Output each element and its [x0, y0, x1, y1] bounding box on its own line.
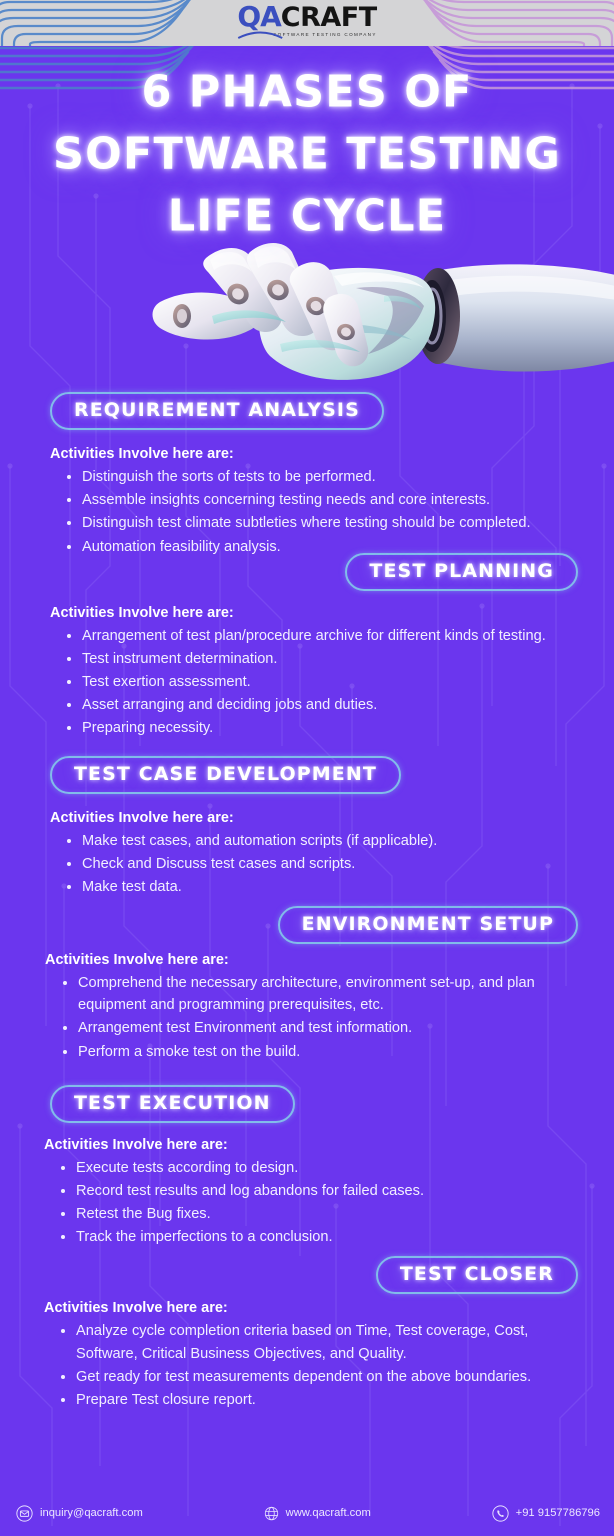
list-item: Analyze cycle completion criteria based on Time, Test coverage, Cost, Software, Critical Business Objectives, and Quality. [60, 1320, 590, 1364]
envelope-icon [16, 1505, 33, 1522]
logo-wordmark [237, 0, 377, 33]
activities-bullets [62, 972, 590, 1063]
badge-row-test-execution [0, 1085, 614, 1123]
list-item: Test exertion assessment. [66, 671, 590, 693]
phase-test-closer [0, 1256, 614, 1411]
footer-website-text: www.qacraft.com [285, 1507, 371, 1519]
badge-row-test-closer [0, 1256, 614, 1294]
header-circuit-lines-right [364, 0, 614, 46]
phase-badge-label: TEST EXECUTION [74, 1091, 271, 1114]
phase-badge-label: TEST PLANNING [369, 559, 554, 582]
footer-email-text: inquiry@qacraft.com [40, 1507, 143, 1519]
activities-heading: Activities Involve here are: [45, 952, 229, 969]
phase-badge-test-case-development[interactable] [50, 756, 401, 794]
list-item: Comprehend the necessary architecture, environment set-up, and plan equipment and programming prerequisites, etc. [62, 972, 590, 1016]
activities-heading: Activities Involve here are: [50, 809, 234, 826]
contact-footer [0, 1490, 614, 1536]
phase-badge-test-closer[interactable] [376, 1256, 578, 1294]
logo-qa-text: QA [237, 0, 281, 33]
phase-test-case-development [0, 756, 614, 899]
list-item: Distinguish test climate subtleties where testing should be completed. [66, 512, 590, 534]
activities-bullets [66, 830, 590, 899]
list-item: Make test data. [66, 876, 590, 898]
activities-bullets [60, 1157, 590, 1249]
badge-row-test-planning [0, 553, 614, 591]
brand-header-bar [0, 0, 614, 46]
title-line-2: SOFTWARE TESTING [53, 128, 561, 180]
phase-badge-test-planning[interactable] [345, 553, 578, 591]
phase-badge-label: REQUIREMENT ANALYSIS [74, 399, 360, 421]
list-item: Distinguish the sorts of tests to be performed. [66, 466, 590, 488]
phase-badge-test-execution[interactable] [50, 1085, 295, 1123]
activities-bullets [66, 466, 590, 558]
list-item: Perform a smoke test on the build. [62, 1041, 590, 1063]
list-item: Arrangement test Environment and test information. [62, 1017, 590, 1039]
phase-badge-label: ENVIRONMENT SETUP [301, 913, 554, 936]
list-item: Asset arranging and deciding jobs and duties. [66, 694, 590, 716]
badge-row-test-case-development [0, 756, 614, 794]
activities-bullets [60, 1320, 590, 1411]
footer-phone-text: +91 9157786796 [515, 1507, 600, 1519]
phone-icon [492, 1505, 509, 1522]
phase-requirement-analysis [0, 392, 614, 558]
logo-craft-text: CRAFT [280, 2, 377, 33]
phase-badge-requirement-analysis[interactable] [50, 392, 384, 430]
footer-phone[interactable] [492, 1505, 600, 1522]
list-item: Prepare Test closure report. [60, 1389, 590, 1411]
list-item: Automation feasibility analysis. [66, 536, 590, 558]
list-item: Record test results and log abandons for failed cases. [60, 1180, 590, 1202]
page-title [0, 62, 614, 248]
phase-badge-environment-setup[interactable] [278, 906, 578, 944]
list-item: Retest the Bug fixes. [60, 1203, 590, 1225]
title-line-1: 6 PHASES OF [141, 66, 473, 118]
phase-badge-label: TEST CASE DEVELOPMENT [74, 762, 377, 785]
globe-icon [264, 1506, 279, 1521]
list-item: Preparing necessity. [66, 717, 590, 739]
list-item: Check and Discuss test cases and scripts. [66, 853, 590, 875]
phase-test-execution [0, 1085, 614, 1249]
list-item: Test instrument determination. [66, 648, 590, 670]
title-line-3: LIFE CYCLE [167, 190, 447, 242]
list-item: Get ready for test measurements dependent on the above boundaries. [60, 1366, 590, 1388]
badge-row-environment-setup [0, 906, 614, 944]
logo-tagline: SOFTWARE TESTING COMPANY [273, 32, 377, 37]
logo-swoosh-icon [237, 30, 283, 40]
header-circuit-lines-left [0, 0, 250, 46]
badge-row-requirement-analysis [0, 392, 614, 430]
phase-environment-setup [0, 906, 614, 1063]
activities-heading: Activities Involve here are: [44, 1136, 228, 1153]
footer-email[interactable] [16, 1505, 143, 1522]
list-item: Track the imperfections to a conclusion. [60, 1226, 590, 1248]
activities-bullets [66, 625, 590, 740]
list-item: Make test cases, and automation scripts (if applicable). [66, 830, 590, 852]
activities-heading: Activities Involve here are: [50, 604, 234, 621]
footer-website[interactable] [264, 1506, 371, 1521]
qacraft-logo[interactable] [237, 0, 377, 37]
phase-badge-label: TEST CLOSER [399, 1263, 554, 1286]
list-item: Arrangement of test plan/procedure archive for different kinds of testing. [66, 625, 590, 647]
activities-heading: Activities Involve here are: [44, 1300, 228, 1317]
phases-list [0, 392, 614, 1412]
activities-heading: Activities Involve here are: [50, 446, 234, 462]
list-item: Execute tests according to design. [60, 1157, 590, 1179]
list-item: Assemble insights concerning testing needs and core interests. [66, 489, 590, 511]
robotic-hand-image [120, 236, 614, 416]
phase-test-planning [0, 553, 614, 740]
